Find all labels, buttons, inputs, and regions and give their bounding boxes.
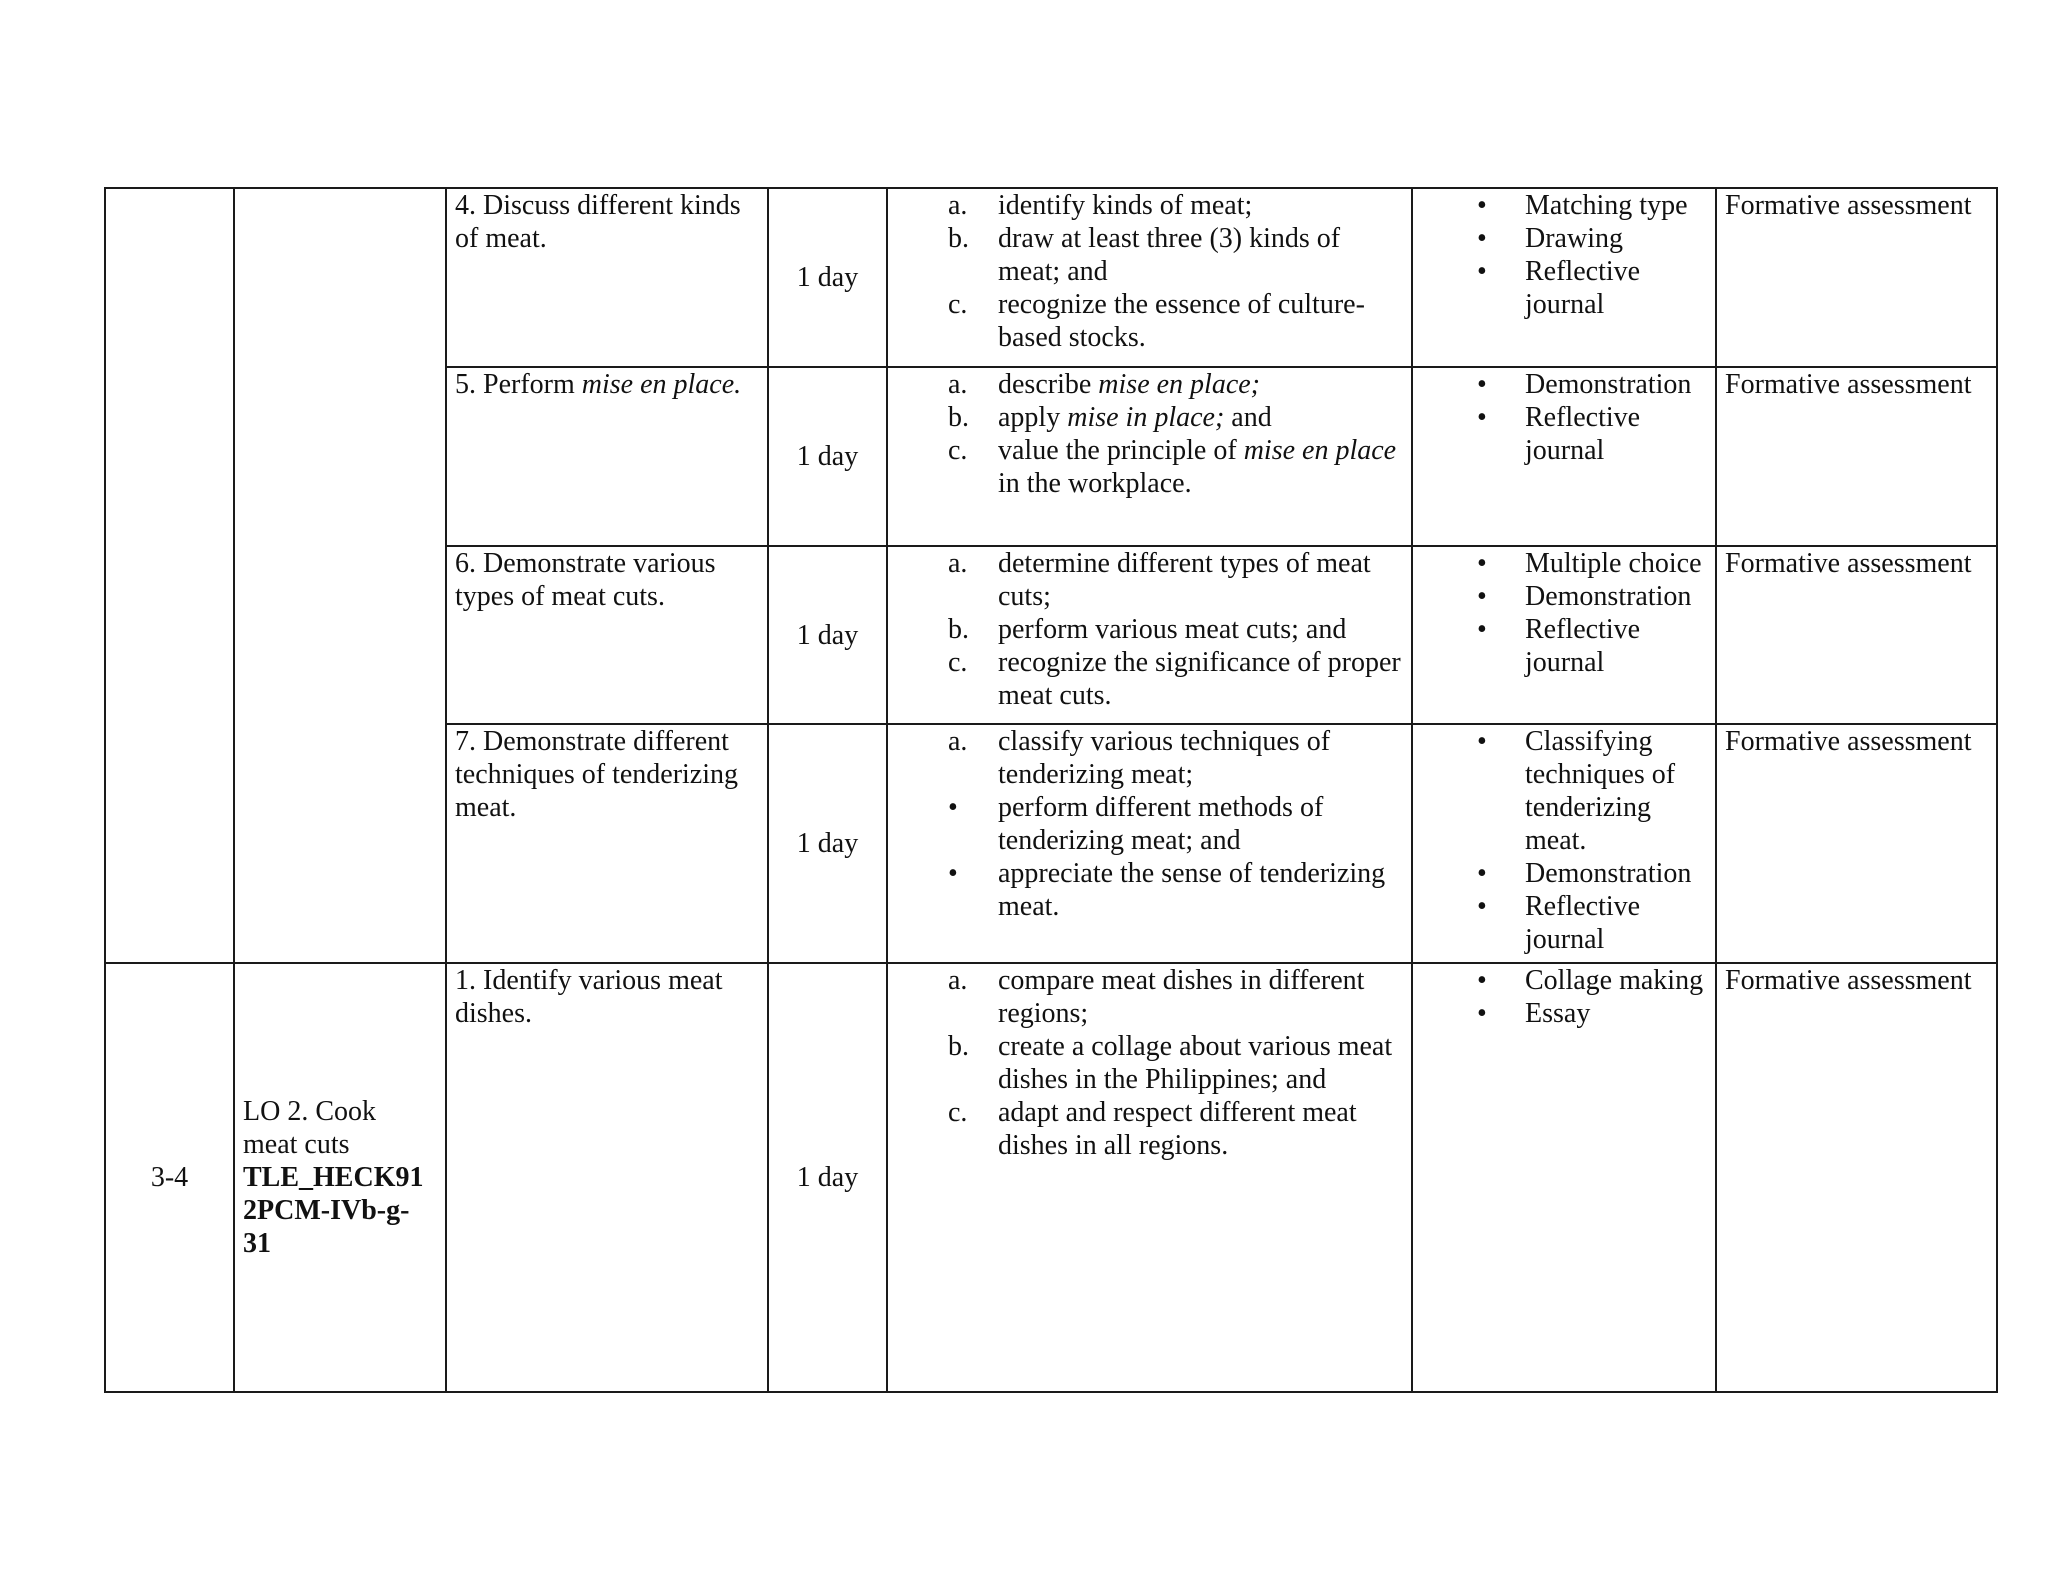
table-row xyxy=(105,188,1997,367)
objectives-cell xyxy=(887,188,1412,367)
curriculum-table xyxy=(104,187,1998,1393)
objective-item: • perform different methods of tenderizing meat; and xyxy=(948,792,1324,856)
objective-item: b. apply mise in place; and xyxy=(948,402,1272,433)
assessment-list xyxy=(1421,964,1707,1030)
list-item: • Demonstration xyxy=(1477,369,1692,400)
week-cell xyxy=(105,963,234,1392)
objective-item: b. perform various meat cuts; and xyxy=(948,614,1347,645)
objective-item: a. compare meat dishes in different regions; xyxy=(948,965,1365,1029)
duration-text: 1 day xyxy=(796,441,859,472)
lesson-text: 7. Demonstrate different techniques of tenderizing meat. xyxy=(455,726,739,823)
objectives-list xyxy=(896,725,1403,923)
objectives-cell xyxy=(887,724,1412,963)
objective-item: c. adapt and respect different meat dishes in all regions. xyxy=(948,1097,1357,1161)
list-item: • Demonstration xyxy=(1477,858,1692,889)
objective-item: • appreciate the sense of tenderizing meat. xyxy=(948,858,1386,922)
list-item: • Drawing xyxy=(1477,223,1623,254)
list-item: • Demonstration xyxy=(1477,581,1692,612)
assessment-type-cell: Formative assessment xyxy=(1716,963,1997,1392)
objective-item: c. recognize the significance of proper meat cuts. xyxy=(948,647,1401,711)
lesson-text: 6. Demonstrate various types of meat cuts. xyxy=(455,548,716,612)
assessment-list xyxy=(1421,189,1707,321)
duration-cell xyxy=(768,963,887,1392)
duration-text: 1 day xyxy=(796,1162,859,1193)
lesson-cell xyxy=(446,546,768,724)
list-item: • Reflective journal xyxy=(1477,891,1641,955)
assessment-type-cell: Formative assessment xyxy=(1716,724,1997,963)
assessment-list xyxy=(1421,547,1707,679)
objective-item: b. draw at least three (3) kinds of meat; and xyxy=(948,223,1341,287)
list-item: • Reflective journal xyxy=(1477,614,1641,678)
objectives-cell xyxy=(887,367,1412,546)
objectives-cell xyxy=(887,546,1412,724)
objective-item: c. recognize the essence of culture-based stocks. xyxy=(948,289,1365,353)
lo-cell-empty xyxy=(234,188,446,963)
objectives-list xyxy=(896,189,1403,354)
objective-item: a. determine different types of meat cuts; xyxy=(948,548,1371,612)
objectives-list xyxy=(896,547,1403,712)
duration-cell xyxy=(768,367,887,546)
assessment-items-cell xyxy=(1412,724,1716,963)
lesson-cell xyxy=(446,963,768,1392)
assessment-list xyxy=(1421,368,1707,467)
assessment-items-cell xyxy=(1412,963,1716,1392)
objectives-cell xyxy=(887,963,1412,1392)
objective-item: c. value the principle of mise en place in the workplace. xyxy=(948,435,1397,499)
table-row xyxy=(105,963,1997,1392)
assessment-list xyxy=(1421,725,1707,956)
lesson-cell xyxy=(446,367,768,546)
lo-code: TLE_HECK91 2PCM-IVb-g-31 xyxy=(243,1162,424,1259)
objectives-list xyxy=(896,368,1403,500)
lo-title: LO 2. Cook meat cuts xyxy=(243,1096,376,1160)
objective-item: a. identify kinds of meat; xyxy=(948,190,1253,221)
duration-cell xyxy=(768,724,887,963)
lesson-cell xyxy=(446,188,768,367)
list-item: • Reflective journal xyxy=(1477,402,1641,466)
list-item: • Classifying techniques of tenderizing meat. xyxy=(1477,726,1676,856)
lesson-cell xyxy=(446,724,768,963)
list-item: • Reflective journal xyxy=(1477,256,1641,320)
assessment-type-cell: Formative assessment xyxy=(1716,546,1997,724)
duration-cell xyxy=(768,188,887,367)
assessment-items-cell xyxy=(1412,367,1716,546)
list-item: • Multiple choice xyxy=(1477,548,1702,579)
objective-item: b. create a collage about various meat dishes in the Philippines; and xyxy=(948,1031,1393,1095)
week-cell-empty xyxy=(105,188,234,963)
assessment-items-cell xyxy=(1412,546,1716,724)
objective-item: a. describe mise en place; xyxy=(948,369,1261,400)
objectives-list xyxy=(896,964,1403,1162)
duration-text: 1 day xyxy=(796,619,859,651)
list-item: • Collage making xyxy=(1477,965,1704,996)
lesson-text: 5. Perform mise en place. xyxy=(455,369,742,400)
assessment-type-cell: Formative assessment xyxy=(1716,188,1997,367)
objective-item: a. classify various techniques of tenderizing meat; xyxy=(948,726,1331,790)
lesson-text: 4. Discuss different kinds of meat. xyxy=(455,190,741,254)
assessment-type-cell: Formative assessment xyxy=(1716,367,1997,546)
duration-text: 1 day xyxy=(796,828,859,859)
duration-text: 1 day xyxy=(796,262,859,293)
lesson-text: 1. Identify various meat dishes. xyxy=(455,965,723,1029)
learning-outcome-cell xyxy=(234,963,446,1392)
duration-cell xyxy=(768,546,887,724)
week-text: 3-4 xyxy=(150,1162,189,1193)
assessment-items-cell xyxy=(1412,188,1716,367)
list-item: • Matching type xyxy=(1477,190,1688,221)
list-item: • Essay xyxy=(1477,998,1591,1029)
